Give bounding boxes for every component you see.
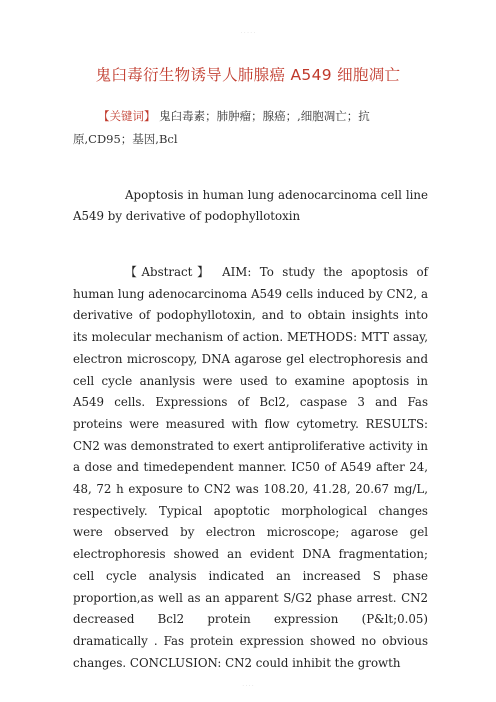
abstract-paragraph	[73, 262, 428, 674]
keywords-block	[73, 105, 428, 151]
keywords-label: 【关键词】	[98, 109, 156, 123]
keywords-paragraph	[73, 105, 428, 151]
header-watermark: · · · · ·	[240, 30, 256, 36]
abstract-label: 【Abstract】	[125, 265, 214, 279]
document-title: 鬼臼毒衍生物诱导人肺腺癌 A549 细胞凋亡	[95, 66, 401, 84]
keywords-text: 鬼臼毒素；肺肿瘤；腺癌；,细胞凋亡；抗原,CD95；基因,Bcl	[73, 109, 370, 146]
footer-watermark: · · · ·	[242, 683, 254, 689]
abstract-text: AIM: To study the apoptosis of human lung adenocarcinoma A549 cells induced by CN2, a derivative of podophyllotoxin, and to obtain insights into its molecular mechanism of action. METHODS: MTT assay, electron microscopy, DNA agarose gel electrophoresis and cell cycle ananlysis were used to examine apoptosis in A549 cells. Expressions of Bcl2, caspase 3 and Fas proteins were measured with flow cytometry. RESULTS: CN2 was demonstrated to exert antiproliferative activity in a dose and timedependent manner. IC50 of A549 after 24, 48, 72 h exposure to CN2 was 108.20, 41.28, 20.67 mg/L, respectively. Typical apoptotic morphological changes were observed by electron microscope; agarose gel electrophoresis showed an evident DNA fragmentation; cell cycle analysis indicated an increased S phase proportion,as well as an apparent S/G2 phase arrest. CN2 decreased Bcl2 protein expression (P&lt;0.05) dramatically . Fas protein expression showed no obvious changes. CONCLUSION: CN2 could inhibit the growth	[73, 265, 428, 670]
english-title: Apoptosis in human lung adenocarcinoma cell line A549 by derivative of podophyllotoxin	[73, 188, 428, 223]
